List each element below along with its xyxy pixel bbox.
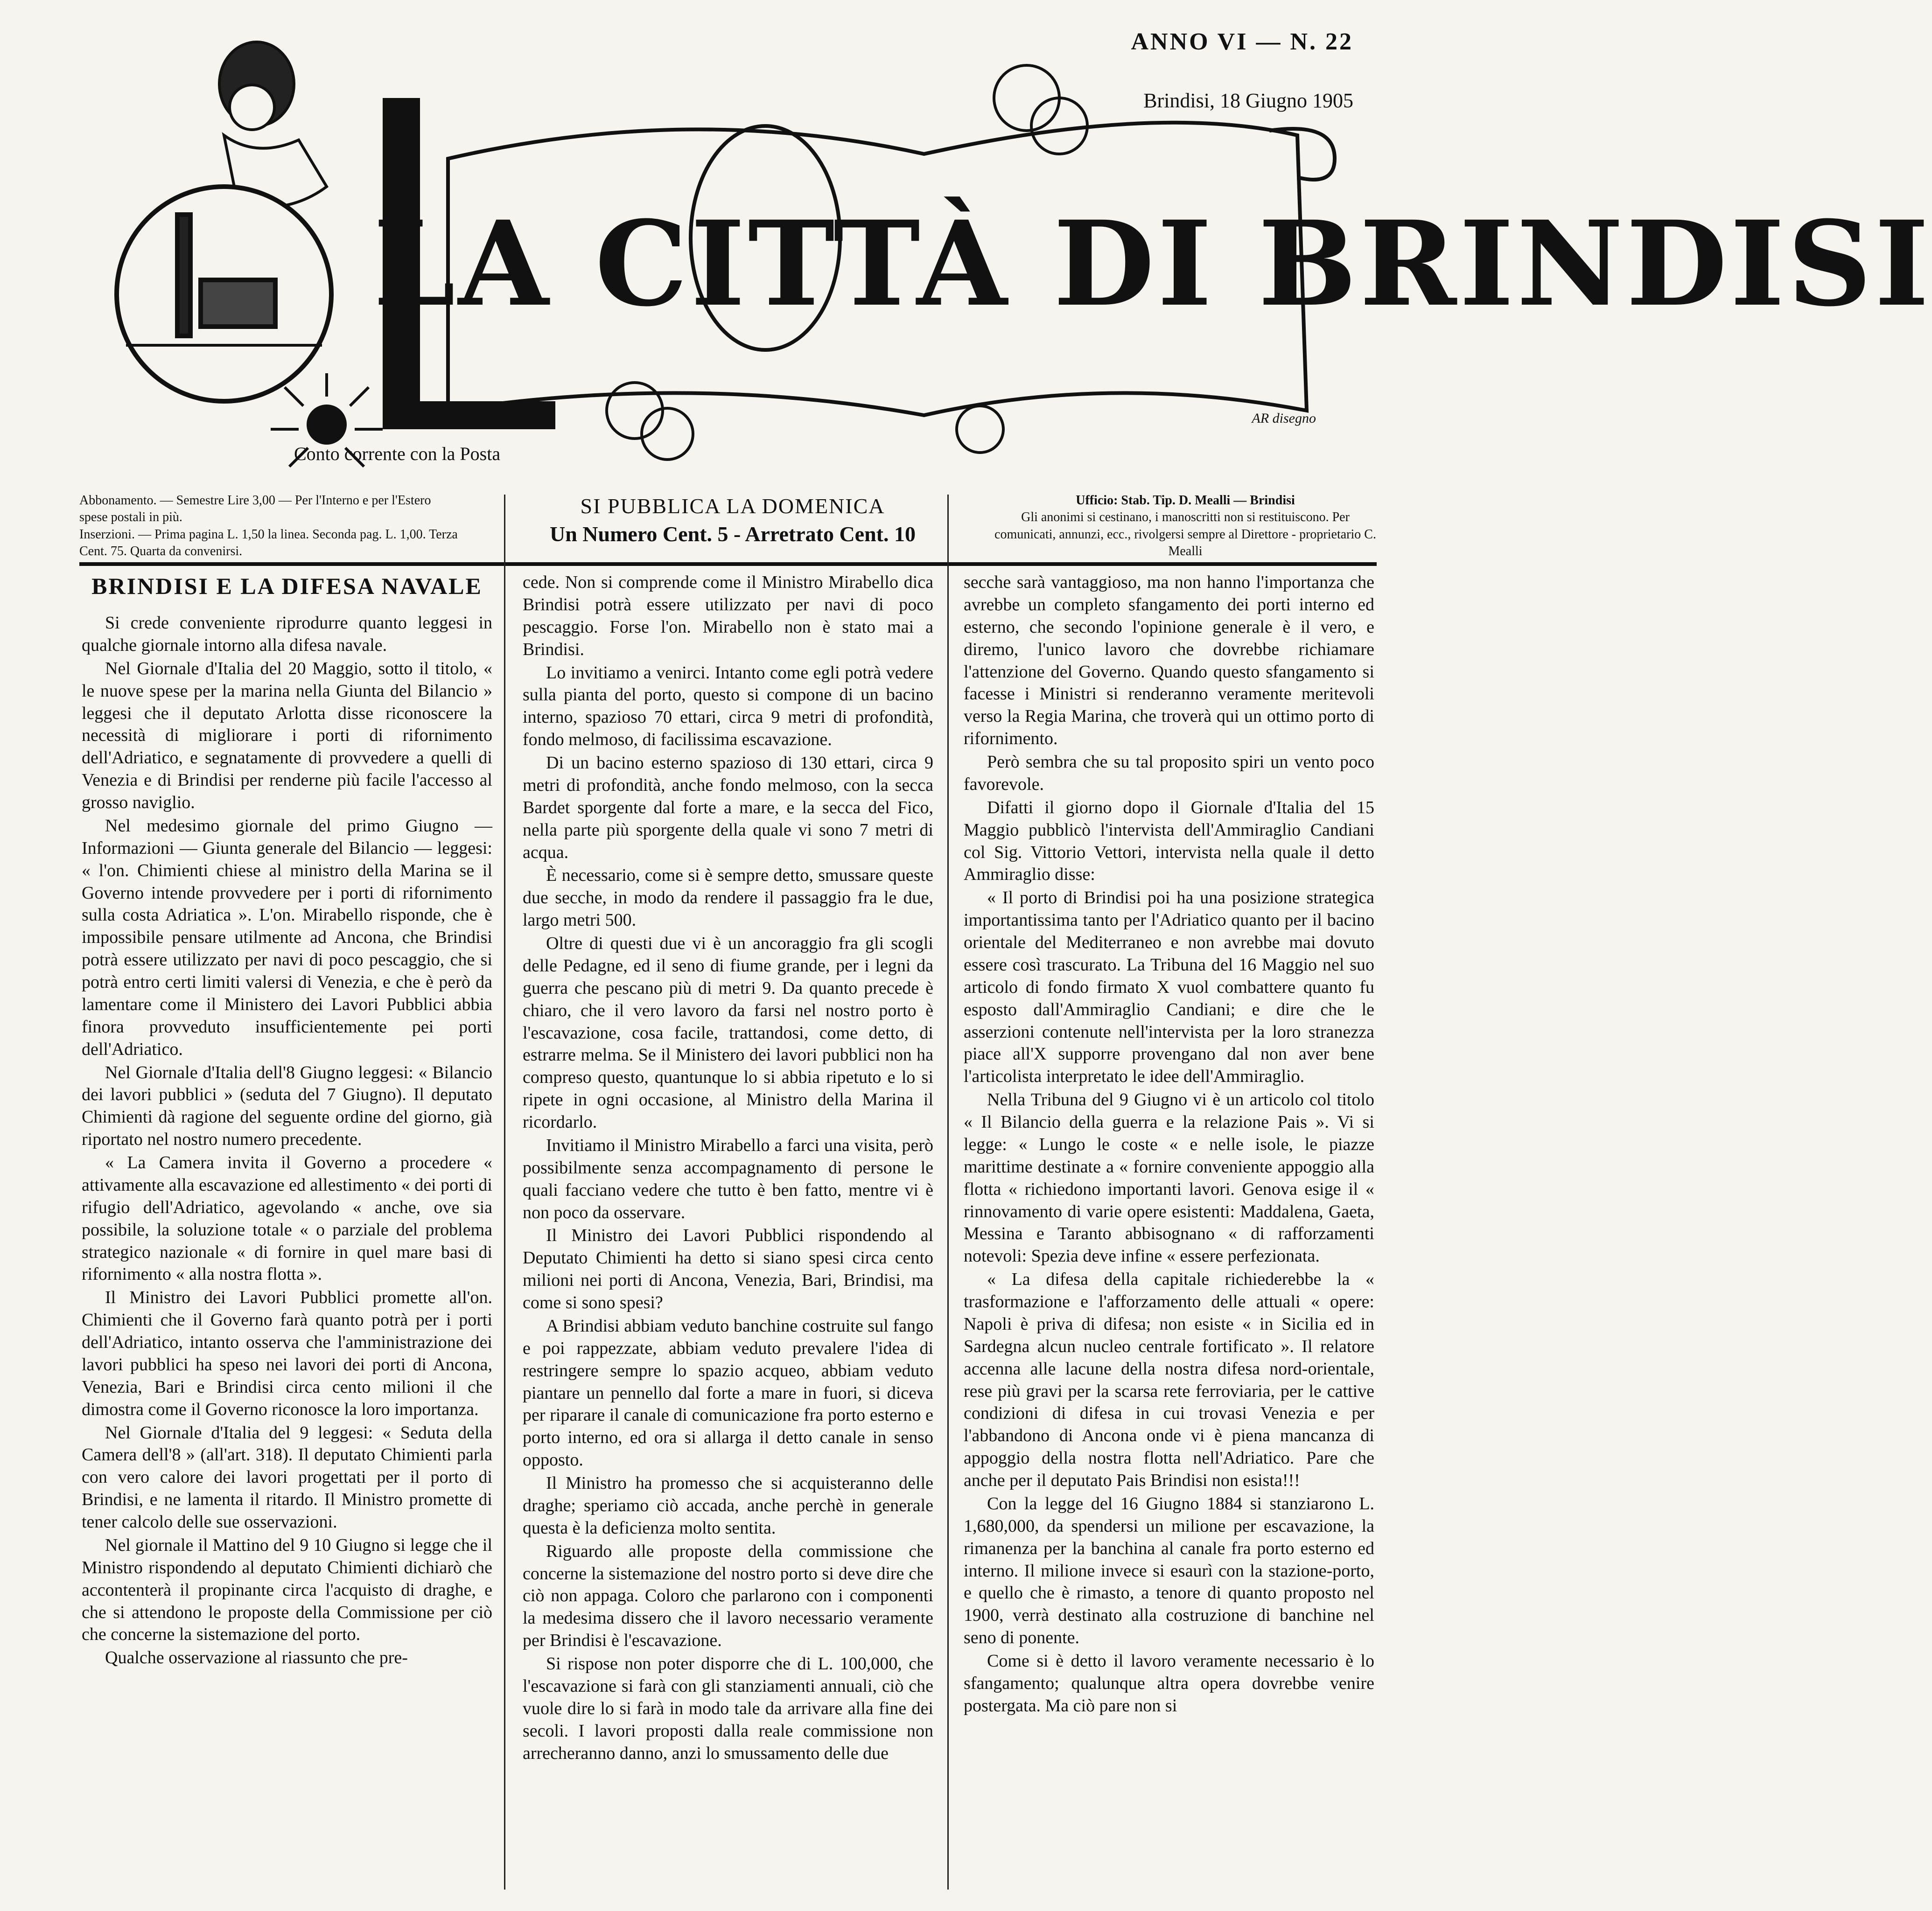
paragraph: Con la legge del 16 Giugno 1884 si stanziarono L. 1,680,000, da spendersi un milione per escavazione, la rimanenza per la banchina al canale fra porto esterno ed interno. Il milione invece si esaurì con la stazione-porto, e quello che è rimasto, a tenore di quanto proposto nel 1900, verrà destinato alla costruzione di banchine nel seno di ponente. [964, 1493, 1374, 1648]
paragraph: A Brindisi abbiam veduto banchine costruite sul fango e poi rappezzate, abbiam veduto prevalere l'idea di restringere sempre lo spazio acqueo, abbiam veduto piantare un pennello dal forte a mare in fuori, si diceva per riparare il canale di comunicazione fra porto esterno e porto interno, ed ora si allarga il detto canale in senso opposto. [523, 1316, 933, 1470]
paragraph: Come si è detto il lavoro veramente necessario è lo sfangamento; qualunque altra opera dovrebbe venire postergata. Ma ciò pare non si [964, 1651, 1374, 1716]
article-column-3 [964, 572, 1374, 1718]
issue-price: Un Numero Cent. 5 - Arretrato Cent. 10 [550, 522, 916, 546]
paragraph: Si rispose non poter disporre che di L. 100,000, che l'escavazione si farà con gli stanziamenti annuali, ciò che vuole dire lo si farà in modo tale da arrivare alla fine dei secoli. I lavori proposti dalla reale commissione non arrecheranno danno, anzi lo smussamento delle due [523, 1654, 933, 1763]
paragraph: Riguardo alle proposte della commissione che concerne la sistemazione del nostro porto si deve dire che ciò non appaga. Coloro che parlarono con i componenti la medesima dissero che il lavoro necessario veramente per Brindisi è l'escavazione. [523, 1541, 933, 1651]
paragraph: Difatti il giorno dopo il Giornale d'Italia del 15 Maggio pubblicò l'intervista dell'Ammiraglio Candiani col Sig. Vittorio Vettori, intervista nella quale il detto Ammiraglio disse: [964, 797, 1374, 885]
paragraph: Però sembra che su tal proposito spiri un vento poco favorevole. [964, 752, 1374, 794]
column-divider [947, 495, 949, 1890]
issue-date: Brindisi, 18 Giugno 1905 [1143, 89, 1353, 112]
paragraph: Nel medesimo giornale del primo Giugno — Informazioni — Giunta generale del Bilancio — leggesi: « l'on. Chimienti chiese al ministro della Marina se il Governo intende provvedere per i porti di rifornimento sulla costa Adriatica ». L'on. Mirabello risponde, che è impossibile pensare utilmente ad Ancona, che Brindisi potrà essere utilizzato per navi di poco pescaggio, che si potrà entro certi limiti valersi di Venezia, e che è però da lamentare come il Ministero dei Lavori Pubblici abbia finora provveduto insufficientemente pei porti dell'Adriatico. [82, 816, 492, 1059]
publication-schedule: SI PUBBLICA LA DOMENICA [580, 494, 885, 518]
conto-corrente-note: Conto corrente con la Posta [294, 443, 501, 464]
paragraph: Di un bacino esterno spazioso di 130 ettari, circa 9 metri di profondità, anche fondo melmoso, con la secca Bardet sporgente dal forte a mare, e la secca del Fico, nella parte più sporgente della quale vi sono 7 metri di acqua. [523, 753, 933, 862]
paragraph: « Il porto di Brindisi poi ha una posizione strategica importantissima tanto per l'Adriatico quanto per il bacino orientale del Mediterraneo e non avrebbe mai dovuto essere così trascurato. La Tribuna del 16 Maggio nel suo articolo di fondo firmato X vuol combattere quanto fu esposto dall'Ammiraglio Candiani; e dire che le asserzioni contenute nell'intervista per la loro stranezza piace all'X supporre provengano dal non aver bene l'articolista interpretato le idee dell'Ammiraglio. [964, 888, 1374, 1087]
paragraph: Qualche osservazione al riassunto che pre- [105, 1648, 408, 1668]
abbonamento-text: Abbonamento. — Semestre Lire 3,00 — Per l'Interno e per l'Estero spese postali in più. [79, 493, 431, 525]
paragraph: Nella Tribuna del 9 Giugno vi è un articolo col titolo « Il Bilancio della guerra e la relazione Pais ». Vi si legge: « Lungo le coste « e nelle isole, le piazze marittime destinate a « fornire conveniente appoggio alla flotta « richiedono importanti lavori. Genova esige il « rinnovamento di varie opere esistenti: Maddalena, Gaeta, Messina e Taranto abbisognano « di rafforzamenti notevoli: Spezia deve infine « essere perfezionata. [964, 1090, 1374, 1266]
editorial-notes: Gli anonimi si cestinano, i manoscritti non si restituiscono. Per comunicati, annunzi, ecc., rivolgersi sempre al Direttore - proprietario C. Mealli [994, 510, 1376, 559]
paragraph: « La Camera invita il Governo a procedere « attivamente alla escavazione ed allestimento « dei porti di rifugio dell'Adriatico, agevolando « anche, ove sia possibile, la soluzione totale « o parziale del problema strategico nazionale « di fornire in quel mare basi di rifornimento « alla nostra flotta ». [82, 1153, 492, 1284]
article-column-1 [82, 572, 492, 1670]
artist-signature: AR disegno [1252, 411, 1316, 426]
scroll-ornament [1269, 129, 1335, 180]
info-band [79, 492, 1377, 566]
paragraph: Il Ministro dei Lavori Pubblici rispondendo al Deputato Chimienti ha detto si siano spesi circa cento milioni nei porti di Ancona, Venezia, Bari, Brindisi, ma come si sono spesi? [523, 1226, 933, 1312]
paragraph: Nel Giornale d'Italia del 9 leggesi: « Seduta della Camera dell'8 » (all'art. 318). Il deputato Chimienti parla con vero calore dei lavori progettati per il porto di Brindisi, e ne lamenta il ritardo. Il Ministro promette di tener calcolo delle sue osservazioni. [82, 1423, 492, 1532]
paragraph: È necessario, come si è sempre detto, smussare queste due secche, in modo da rendere il passaggio fra le due, largo metri 500. [523, 865, 933, 930]
paragraph: Nel Giornale d'Italia dell'8 Giugno leggesi: « Bilancio dei lavori pubblici » (seduta del 7 Giugno). Il deputato Chimienti dà ragione del seguente ordine del giorno, già riportato nel nostro numero precedente. [82, 1062, 492, 1150]
paragraph: Nel Giornale d'Italia del 20 Maggio, sotto il titolo, « le nuove spese per la marina nella Giunta del Bilancio » leggesi che il deputato Arlotta disse riconoscere la necessità di migliorare i porti di rifornimento dell'Adriatico, e segnatamente di provvedere a quelli di Venezia e di Brindisi per renderne più facile l'accesso al grosso naviglio. [82, 658, 492, 812]
paragraph: Il Ministro ha promesso che si acquisteranno delle draghe; speriamo ciò accada, anche perchè in generale questa è la deficienza molto sentita. [523, 1473, 933, 1538]
column-divider [504, 495, 505, 1890]
paragraph: Si crede conveniente riprodurre quanto leggesi in qualche giornale intorno alla difesa navale. [82, 613, 492, 655]
paragraph: secche sarà vantaggioso, ma non hanno l'importanza che avrebbe un completo sfangamento dei porti interno ed esterno, che secondo l'opinione generale è il vero, e diremo, l'unico lavoro che dovrebbe richiamare l'attenzione del Governo. Quando questo sfangamento si facesse i Ministri si renderanno veramente meritevoli verso la Regia Marina, che troverà qui un ottimo porto di rifornimento. [964, 572, 1374, 749]
paragraph: « La difesa della capitale richiederebbe la « trasformazione e l'afforzamento delle attuali « opere: Napoli è priva di difesa; non esiste « in Sicilia ed in Sardegna alcun nucleo centrale fortificato ». Il relatore accenna alle lacune della nostra difesa nord-orientale, rese più gravi per la scarsa rete ferroviaria, per le cattive condizioni di difesa in cui trovasi Venezia e per l'abbandono di Ancona onde vi è piena mancanza di appoggio della nostra flotta nell'Adriatico. Pare che anche per il deputato Pais Brindisi non esista!!! [964, 1269, 1374, 1490]
port-vignette [117, 187, 331, 401]
office-info [994, 492, 1377, 560]
article-column-2 [523, 572, 933, 1765]
paragraph: cede. Non si comprende come il Ministro Mirabello dica Brindisi potrà essere utilizzato per navi di poco pescaggio. Forse l'on. Mirabello non è stato mai a Brindisi. [523, 572, 933, 659]
allegorical-figure [219, 42, 327, 208]
publication-info [518, 492, 947, 548]
subscription-info [79, 492, 462, 560]
issue-number: ANNO VI — N. 22 [1131, 28, 1353, 55]
newspaper-title: LA CITTÀ DI BRINDISI [373, 195, 1932, 332]
paragraph: Lo invitiamo a venirci. Intanto come egli potrà vedere sulla pianta del porto, questo si compone di un bacino interno, spazioso 70 ettari, circa 9 metri di profondità, fondo melmoso, di facilissima escavazione. [523, 663, 933, 750]
masthead [84, 19, 1932, 485]
ufficio-text: Ufficio: Stab. Tip. D. Mealli — Brindisi [1076, 493, 1295, 508]
inserzioni-text: Inserzioni. — Prima pagina L. 1,50 la linea. Seconda pag. L. 1,00. Terza Cent. 75. Quarta da convenirsi. [79, 527, 458, 559]
paragraph: Oltre di questi due vi è un ancoraggio fra gli scogli delle Pedagne, ed il seno di fiume grande, per i legni da guerra che pescano più di metri 9. Da quanto precede è chiaro, che il vero lavoro da farsi nel nostro porto è l'escavazione, cosa facile, trattandosi, come detto, di estrarre melma. Se il Ministero dei lavori pubblici non ha compreso questo, quantunque lo si abbia ripetuto e lo si ripete in ogni occasione, al Ministro della Marina il ricordarlo. [523, 934, 933, 1132]
article-title: BRINDISI E LA DIFESA NAVALE [91, 573, 483, 599]
paragraph: Nel giornale il Mattino del 9 10 Giugno si legge che il Ministro rispondendo al deputato Chimienti dichiarò che accontenterà il propinante circa l'acquisto di draghe, e che si attendono le proposte della Commissione per ciò che concerne la sistemazione del porto. [82, 1535, 492, 1645]
paragraph: Il Ministro dei Lavori Pubblici promette all'on. Chimienti che il Governo farà quanto potrà per i porti dell'Adriatico, intanto osserva che l'amministrazione dei lavori pubblici ha speso nei lavori dei porti di Ancona, Venezia, Bari e Brindisi circa cento milioni il che dimostra come il Governo riconosce la loro importanza. [82, 1288, 492, 1419]
paragraph: Invitiamo il Ministro Mirabello a farci una visita, però possibilmente senza accompagnamento di persone le quali facciano vedere che tutto è ben fatto, mentre vi è non poco da osservare. [523, 1135, 933, 1222]
